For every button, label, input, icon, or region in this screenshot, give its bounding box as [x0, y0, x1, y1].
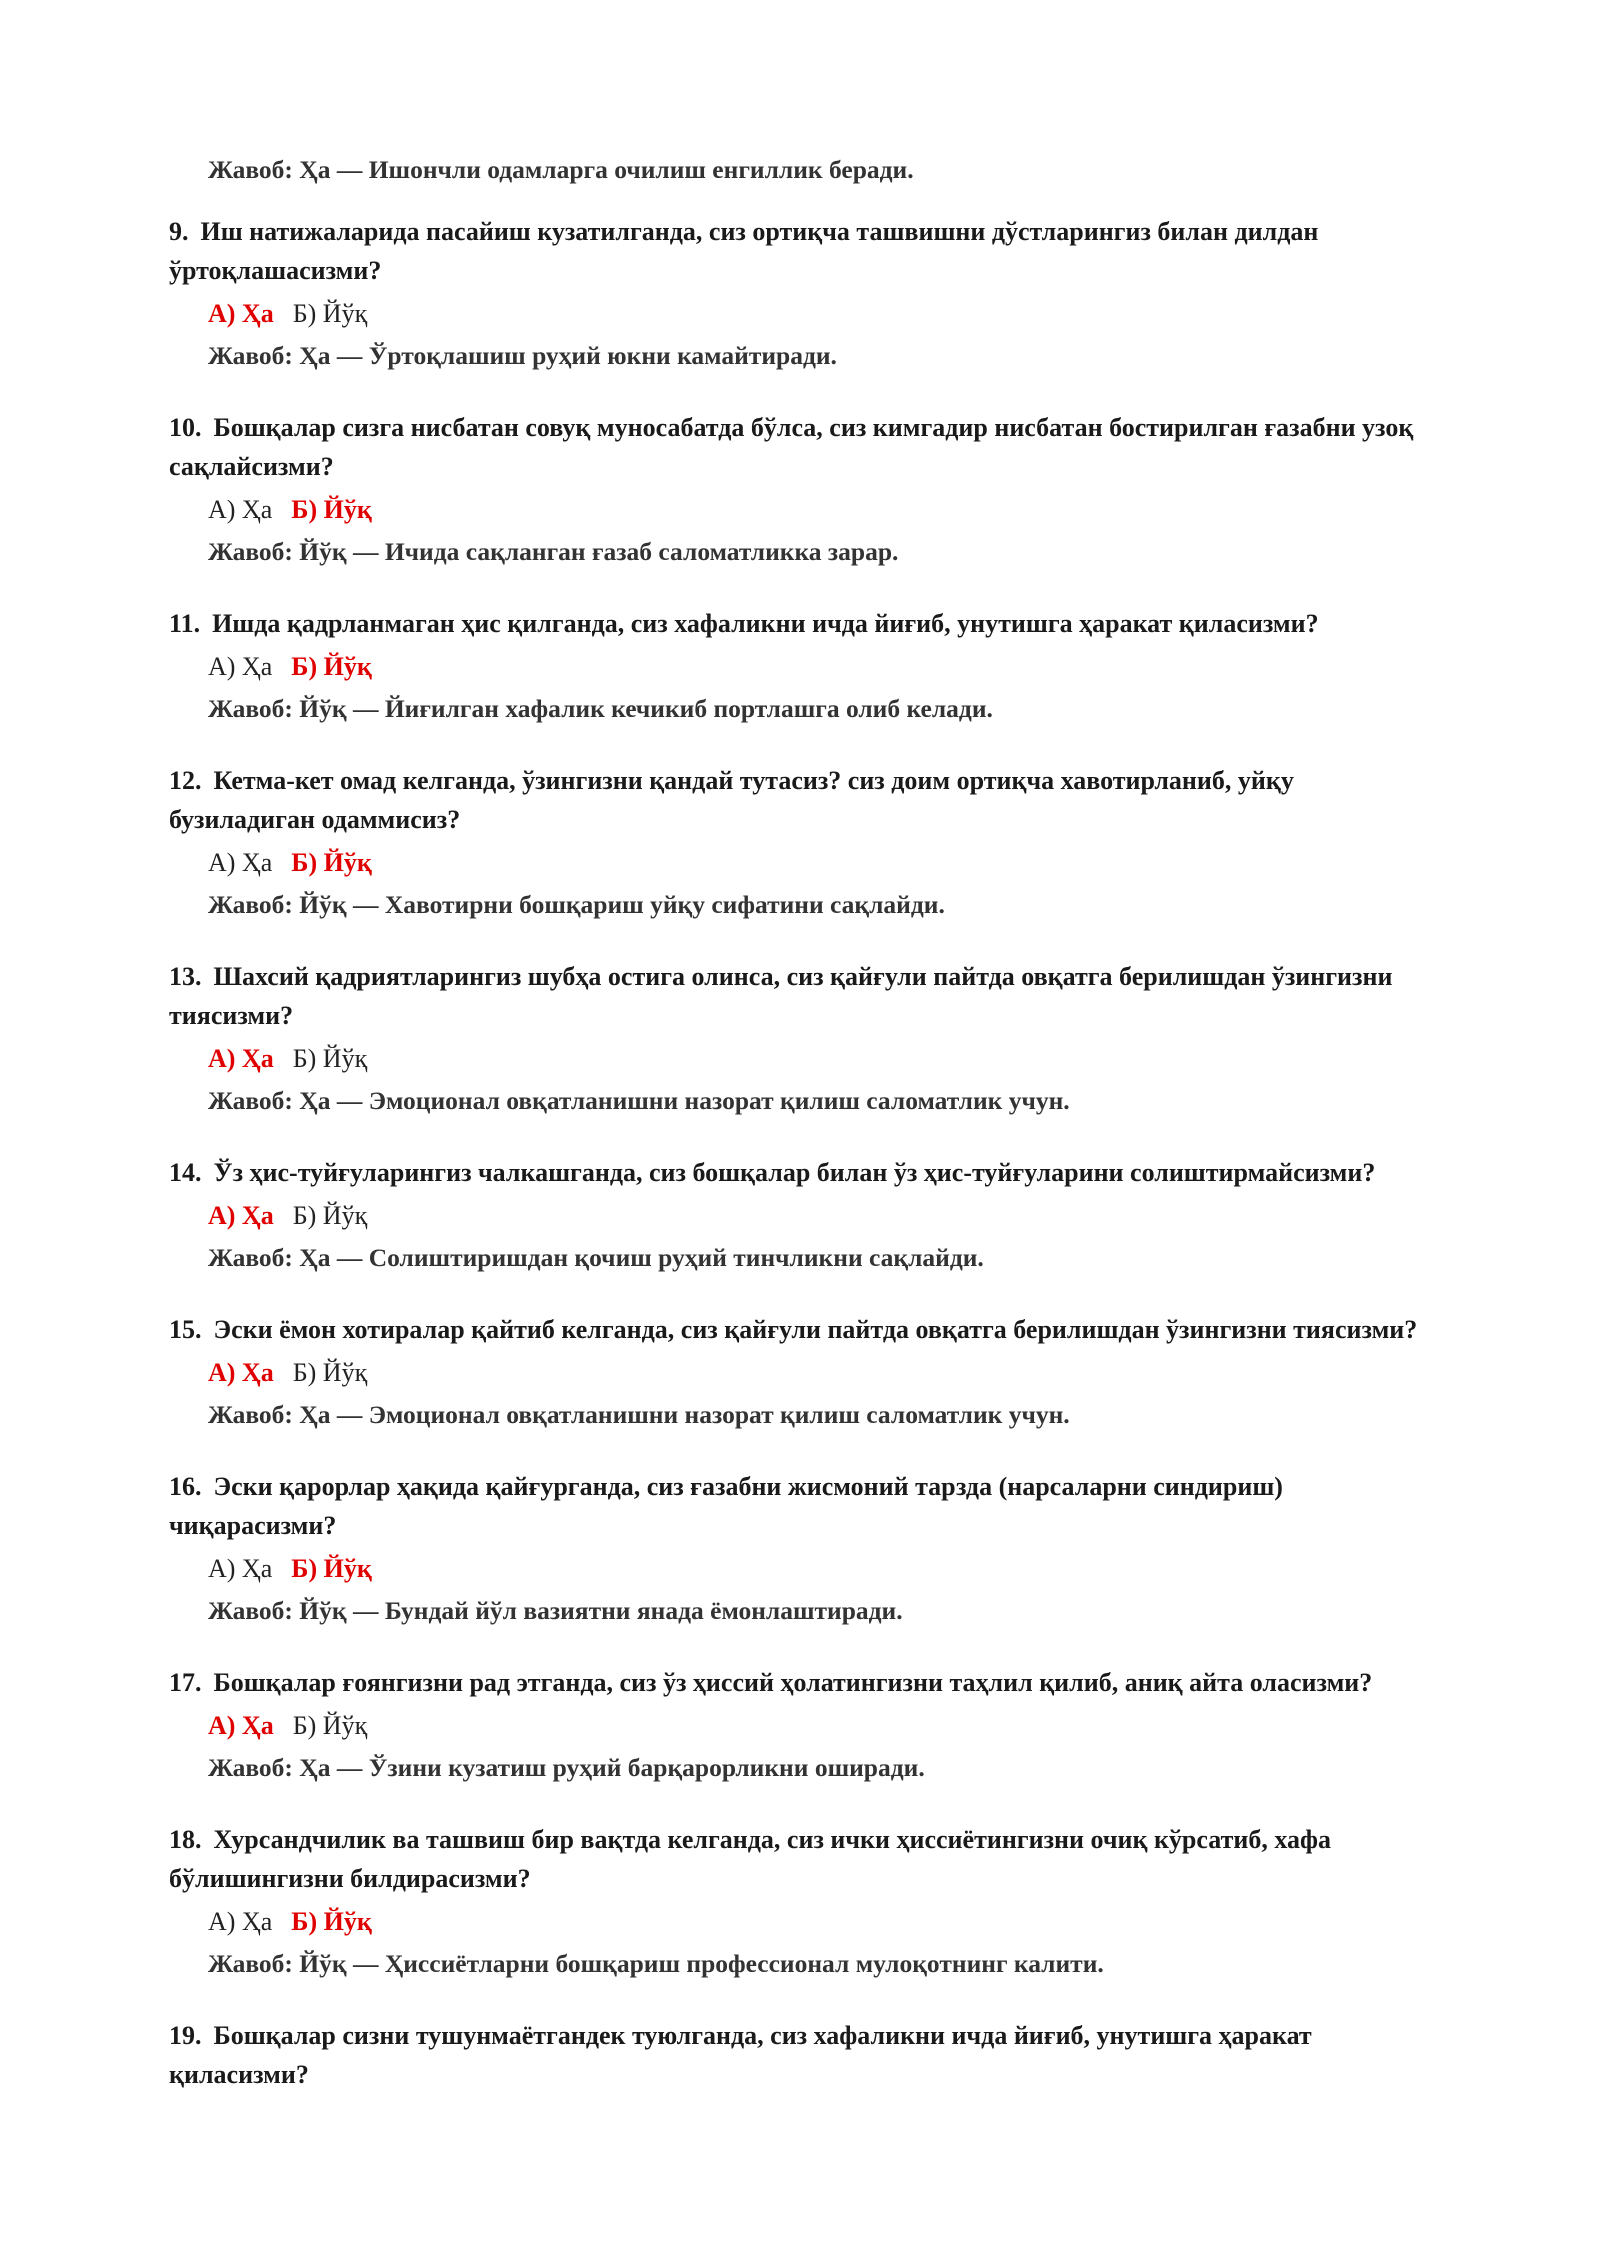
question-text	[169, 761, 1439, 839]
question-number: 11.	[169, 609, 201, 638]
answer-text: Жавоб: Йўқ — Ҳиссиётларни бошқариш профессионал мулоқотнинг калити.	[208, 1949, 1104, 1978]
question-body: Эски ёмон хотиралар қайтиб келганда, сиз қайғули пайтда овқатга берилишдан ўзингизни тиясизми?	[213, 1315, 1418, 1344]
option-a-correct: А) Ҳа	[208, 1358, 274, 1387]
question-item	[169, 212, 1439, 376]
question-item	[169, 408, 1439, 572]
answer-text: Жавоб: Ҳа — Ўзини кузатиш руҳий барқарорликни оширади.	[208, 1753, 925, 1782]
question-item	[169, 1310, 1439, 1435]
question-item	[169, 2016, 1439, 2094]
option-a-correct: А) Ҳа	[208, 1201, 274, 1230]
answer-options	[208, 646, 1439, 687]
option-a: А) Ҳа	[208, 1907, 273, 1936]
answer-options	[208, 489, 1439, 530]
option-a: А) Ҳа	[208, 495, 273, 524]
option-a-correct: А) Ҳа	[208, 1711, 274, 1740]
question-number: 15.	[169, 1315, 202, 1344]
question-body: Бошқалар сизни тушунмаётгандек туюлганда, сиз хафаликни ичда йиғиб, унутишга ҳаракат қиласизми?	[169, 2021, 1312, 2089]
question-item	[169, 957, 1439, 1121]
question-number: 9.	[169, 217, 189, 246]
option-b-correct: Б) Йўқ	[291, 848, 372, 877]
question-number: 10.	[169, 413, 202, 442]
answer-options	[208, 842, 1439, 883]
answer-options	[208, 293, 1439, 334]
question-text	[169, 957, 1439, 1035]
question-text	[169, 2016, 1439, 2094]
question-text	[169, 1663, 1439, 1702]
question-item	[169, 1153, 1439, 1278]
question-body: Ишда қадрланмаган ҳис қилганда, сиз хафаликни ичда йиғиб, унутишга ҳаракат қиласизми?	[212, 609, 1319, 638]
option-b: Б) Йўқ	[292, 1044, 368, 1073]
question-body: Бошқалар ғоянгизни рад этганда, сиз ўз ҳиссий ҳолатингизни таҳлил қилиб, аниқ айта оласизми?	[213, 1668, 1373, 1697]
question-text	[169, 1153, 1439, 1192]
option-b-correct: Б) Йўқ	[291, 1554, 372, 1583]
option-a: А) Ҳа	[208, 848, 273, 877]
answer-text: Жавоб: Ҳа — Эмоционал овқатланишни назорат қилиш саломатлик учун.	[208, 1400, 1070, 1429]
question-number: 12.	[169, 766, 202, 795]
question-number: 13.	[169, 962, 202, 991]
option-b-correct: Б) Йўқ	[291, 495, 372, 524]
question-body: Ўз ҳис-туйғуларингиз чалкашганда, сиз бошқалар билан ўз ҳис-туйғуларини солиштирмайсизми?	[213, 1158, 1376, 1187]
option-a-correct: А) Ҳа	[208, 299, 274, 328]
question-number: 17.	[169, 1668, 202, 1697]
questions-list	[169, 212, 1439, 2126]
question-item	[169, 1467, 1439, 1631]
question-text	[169, 1467, 1439, 1545]
question-text	[169, 212, 1439, 290]
answer-options	[208, 1038, 1439, 1079]
question-text	[169, 604, 1439, 643]
question-text	[169, 1820, 1439, 1898]
option-a: А) Ҳа	[208, 652, 273, 681]
answer-text: Жавоб: Ҳа — Солиштиришдан қочиш руҳий тинчликни сақлайди.	[208, 1243, 984, 1272]
option-b: Б) Йўқ	[292, 1358, 368, 1387]
option-b-correct: Б) Йўқ	[291, 1907, 372, 1936]
answer-text: Жавоб: Ҳа — Ишончли одамларга очилиш енгиллик беради.	[208, 155, 914, 184]
question-item	[169, 761, 1439, 925]
question-body: Хурсандчилик ва ташвиш бир вақтда келганда, сиз ички ҳиссиётингизни очиқ кўрсатиб, хафа бўлишингизни билдирасизми?	[169, 1825, 1331, 1893]
option-a-correct: А) Ҳа	[208, 1044, 274, 1073]
option-b-correct: Б) Йўқ	[291, 652, 372, 681]
answer-options	[208, 1901, 1439, 1942]
option-b: Б) Йўқ	[292, 1711, 368, 1740]
question-number: 14.	[169, 1158, 202, 1187]
answer-options	[208, 1352, 1439, 1393]
question-item	[169, 604, 1439, 729]
answer-text: Жавоб: Йўқ — Бундай йўл вазиятни янада ёмонлаштиради.	[208, 1596, 903, 1625]
answer-options	[208, 1548, 1439, 1589]
question-item	[169, 1820, 1439, 1984]
question-body: Шахсий қадриятларингиз шубҳа остига олинса, сиз қайғули пайтда овқатга берилишдан ўзингизни тиясизми?	[169, 962, 1393, 1030]
answer-text: Жавоб: Ҳа — Эмоционал овқатланишни назорат қилиш саломатлик учун.	[208, 1086, 1070, 1115]
question-item	[169, 1663, 1439, 1788]
answer-text: Жавоб: Йўқ — Йиғилган хафалик кечикиб портлашга олиб келади.	[208, 694, 993, 723]
question-number: 19.	[169, 2021, 202, 2050]
option-a: А) Ҳа	[208, 1554, 273, 1583]
question-body: Эски қарорлар ҳақида қайғурганда, сиз ғазабни жисмоний тарзда (нарсаларни синдириш) чиқарасизми?	[169, 1472, 1283, 1540]
question-number: 18.	[169, 1825, 202, 1854]
answer-options	[208, 1705, 1439, 1746]
answer-options	[208, 1195, 1439, 1236]
option-b: Б) Йўқ	[292, 1201, 368, 1230]
answer-text: Жавоб: Ҳа — Ўртоқлашиш руҳий юкни камайтиради.	[208, 341, 837, 370]
option-b: Б) Йўқ	[292, 299, 368, 328]
question-text	[169, 408, 1439, 486]
question-body: Иш натижаларида пасайиш кузатилганда, сиз ортиқча ташвишни дўстларингиз билан дилдан ўртоқлашасизми?	[169, 217, 1319, 285]
question-body: Кетма-кет омад келганда, ўзингизни қандай тутасиз? сиз доим ортиқча хавотирланиб, уйқу бузиладиган одаммисиз?	[169, 766, 1294, 834]
question-body: Бошқалар сизга нисбатан совуқ муносабатда бўлса, сиз кимгадир нисбатан бостирилган ғазабни узоқ сақлайсизми?	[169, 413, 1414, 481]
answer-text: Жавоб: Йўқ — Ичида сақланган ғазаб саломатликка зарар.	[208, 537, 899, 566]
question-number: 16.	[169, 1472, 202, 1501]
answer-text: Жавоб: Йўқ — Хавотирни бошқариш уйқу сифатини сақлайди.	[208, 890, 945, 919]
question-text	[169, 1310, 1439, 1349]
